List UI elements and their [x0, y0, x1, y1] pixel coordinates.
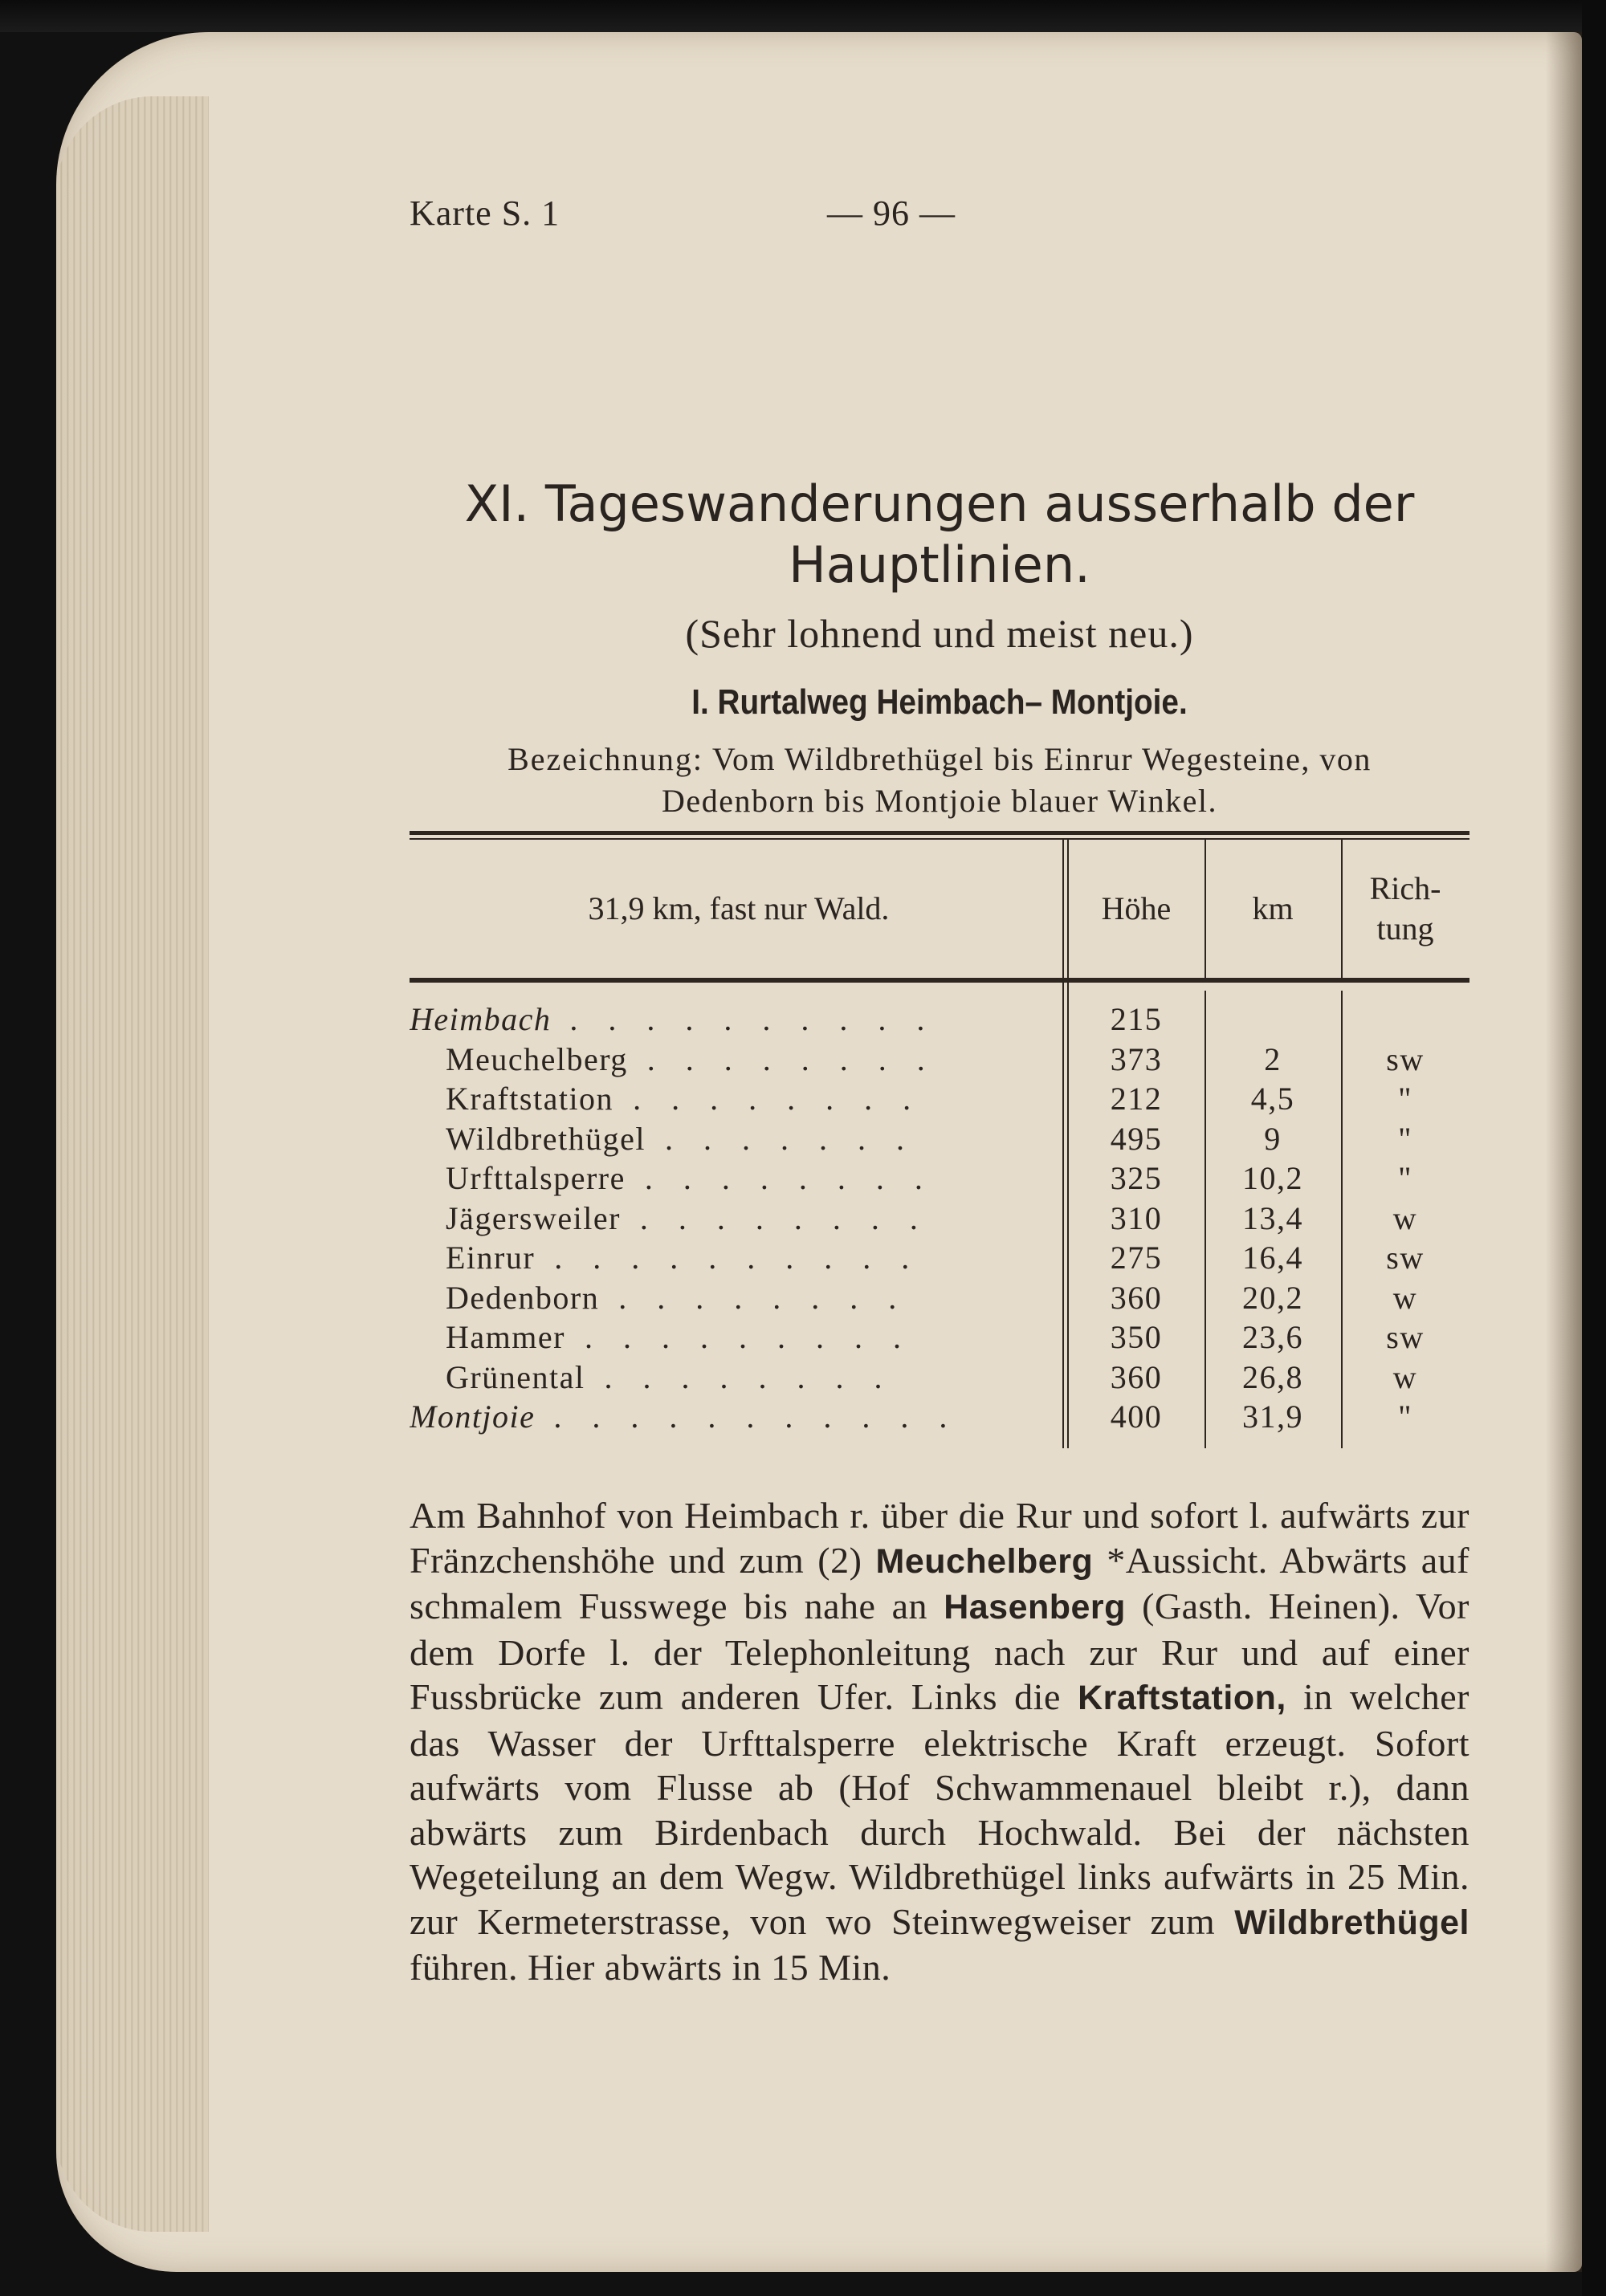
elevation-cell: 215	[1110, 1001, 1163, 1037]
place-name	[410, 1000, 1044, 1038]
scan-background-right	[1582, 0, 1606, 2296]
table-rule-top	[410, 831, 1469, 835]
column-divider	[1204, 840, 1206, 978]
table-row	[410, 1080, 1469, 1120]
table-row	[410, 1358, 1469, 1398]
leader-dots: . . . . . . . . . .	[535, 1240, 921, 1276]
leader-dots: . . . . . . . . . . .	[535, 1398, 960, 1435]
distance-cell: 16,4	[1242, 1240, 1303, 1276]
page-number: — 96 —	[827, 193, 956, 233]
place-name	[446, 1159, 1080, 1197]
marking-text-2: Dedenborn bis Montjoie blauer Winkel.	[662, 783, 1217, 819]
leader-dots: . . . . . . . .	[613, 1081, 923, 1117]
elevation-cell: 350	[1110, 1319, 1163, 1355]
direction-cell: sw	[1386, 1040, 1425, 1077]
place-name	[410, 1398, 1044, 1435]
column-divider	[1067, 840, 1069, 978]
place-name	[446, 1279, 1080, 1317]
direction-cell: w	[1392, 1199, 1418, 1236]
table-header	[410, 840, 1469, 978]
marking-text-1: Vom Wildbrethügel bis Einrur Wegesteine, von	[711, 741, 1372, 777]
map-reference: Karte S. 1	[410, 193, 560, 233]
description-text: *Aussicht. Abwärts auf schmalem Fusswege bis nahe an	[410, 1539, 1469, 1626]
direction-cell: sw	[1386, 1240, 1425, 1276]
place-name	[446, 1080, 1080, 1117]
place-label: Kraftstation	[446, 1081, 614, 1117]
route-description	[410, 1493, 1469, 1990]
distance-cell: 23,6	[1242, 1319, 1303, 1355]
table-row	[410, 1239, 1469, 1279]
leader-dots: . . . . . . . .	[585, 1358, 894, 1395]
direction-cell: "	[1398, 1398, 1412, 1435]
place-name	[446, 1358, 1080, 1396]
table-row	[410, 1000, 1469, 1040]
place-label: Montjoie	[410, 1398, 536, 1435]
place-label: Jägersweiler	[446, 1199, 621, 1236]
direction-cell: sw	[1386, 1319, 1425, 1355]
table-body	[410, 983, 1469, 1448]
route-heading: I. Rurtalweg Heimbach– Montjoie.	[691, 682, 1188, 722]
header-route-summary: 31,9 km, fast nur Wald.	[588, 890, 890, 926]
chapter-subtitle: (Sehr lohnend und meist neu.)	[685, 611, 1194, 656]
leader-dots: . . . . . . . .	[599, 1279, 908, 1316]
distance-cell: 9	[1264, 1120, 1282, 1157]
page-edges	[56, 96, 209, 2232]
place-label: Hammer	[446, 1319, 565, 1355]
elevation-cell: 373	[1110, 1040, 1163, 1077]
distance-cell: 13,4	[1242, 1199, 1303, 1236]
direction-cell: w	[1392, 1279, 1418, 1316]
leader-dots: . . . . . . .	[645, 1120, 915, 1157]
header-richtung-line-2: tung	[1376, 910, 1434, 946]
column-divider	[1341, 840, 1343, 978]
table-row	[410, 1398, 1469, 1438]
header-hohe: Höhe	[1101, 890, 1172, 926]
chapter-title-line-1: XI. Tageswanderungen ausserhalb der	[464, 474, 1415, 533]
direction-cell: w	[1392, 1358, 1418, 1395]
place-label: Dedenborn	[446, 1279, 600, 1316]
table-row	[410, 1199, 1469, 1240]
header-richtung	[1341, 840, 1469, 978]
leader-dots: . . . . . . . . . .	[551, 1001, 937, 1037]
table-row	[410, 1318, 1469, 1358]
scan-background-top	[0, 0, 1606, 32]
distance-cell: 31,9	[1242, 1398, 1303, 1435]
marking-label: Bezeichnung:	[507, 741, 704, 777]
place-label: Heimbach	[410, 1001, 552, 1037]
place-name	[446, 1318, 1080, 1356]
place-hasenberg: Hasenberg	[944, 1588, 1126, 1626]
running-header	[410, 193, 1469, 241]
table-row	[410, 1279, 1469, 1319]
elevation-cell: 360	[1110, 1279, 1163, 1316]
place-kraftstation: Kraftstation,	[1078, 1679, 1286, 1717]
table-row	[410, 1120, 1469, 1160]
column-divider	[1062, 840, 1064, 978]
leader-dots: . . . . . . . .	[627, 1040, 936, 1077]
leader-dots: . . . . . . . . .	[565, 1319, 912, 1355]
place-meuchelberg: Meuchelberg	[875, 1541, 1094, 1581]
distance-cell: 20,2	[1242, 1279, 1303, 1316]
description-text: führen. Hier abwärts in 15 Min.	[410, 1947, 891, 1988]
direction-cell: "	[1398, 1081, 1412, 1117]
chapter-title-line-2: Hauptlinien.	[789, 535, 1090, 594]
elevation-cell: 275	[1110, 1240, 1163, 1276]
leader-dots: . . . . . . . .	[620, 1199, 929, 1236]
place-label: Grünental	[446, 1358, 585, 1395]
elevation-cell: 325	[1110, 1160, 1163, 1196]
description-text: (Gasth. Heinen). Vor dem Dorfe l. der Telephonleitung nach zur Rur und auf einer Fussbrücke zum anderen Ufer. Links die	[410, 1586, 1469, 1717]
place-label: Meuchelberg	[446, 1040, 628, 1077]
distance-cell: 26,8	[1242, 1358, 1303, 1395]
place-name	[446, 1239, 1080, 1276]
place-label: Urfttalsperre	[446, 1160, 626, 1196]
place-name	[446, 1199, 1080, 1237]
chapter-title	[418, 474, 1461, 596]
place-label: Einrur	[446, 1240, 536, 1276]
table-row	[410, 1040, 1469, 1081]
elevation-cell: 495	[1110, 1120, 1163, 1157]
route-marking	[414, 739, 1465, 822]
place-name	[446, 1040, 1080, 1078]
header-richtung-line-1: Rich-	[1369, 870, 1441, 906]
place-wildbrethuegel: Wildbrethügel	[1234, 1903, 1469, 1942]
distance-cell: 2	[1264, 1040, 1282, 1077]
table-row	[410, 1159, 1469, 1199]
place-name	[446, 1120, 1080, 1158]
header-km: km	[1252, 890, 1294, 926]
direction-cell: "	[1398, 1120, 1412, 1157]
elevation-cell: 400	[1110, 1398, 1163, 1435]
distance-cell: 10,2	[1242, 1160, 1303, 1196]
route-table	[410, 831, 1469, 1448]
elevation-cell: 212	[1110, 1081, 1163, 1117]
description-text: in welcher das Wasser der Urfttalsperre elektrische Kraft erzeugt. Sofort aufwärts vom Flusse ab (Hof Schwammenauel bleibt r.), dann abwärts zum Birdenbach durch Hochwald. Bei der nächsten Wegeteilung an dem Wegw. Wildbrethügel links aufwärts in 25 Min. zur Kermeterstrasse, von wo Steinwegweiser zum	[410, 1676, 1469, 1942]
direction-cell: "	[1398, 1160, 1412, 1196]
page-gutter	[1546, 32, 1582, 2272]
elevation-cell: 360	[1110, 1358, 1163, 1395]
distance-cell: 4,5	[1250, 1081, 1295, 1117]
place-label: Wildbrethügel	[446, 1120, 646, 1157]
description-text: Am Bahnhof von Heimbach r. über die Rur und sofort l. aufwärts zur Fränzchenshöhe und zum (2)	[410, 1495, 1469, 1581]
elevation-cell: 310	[1110, 1199, 1163, 1236]
leader-dots: . . . . . . . .	[625, 1160, 934, 1196]
